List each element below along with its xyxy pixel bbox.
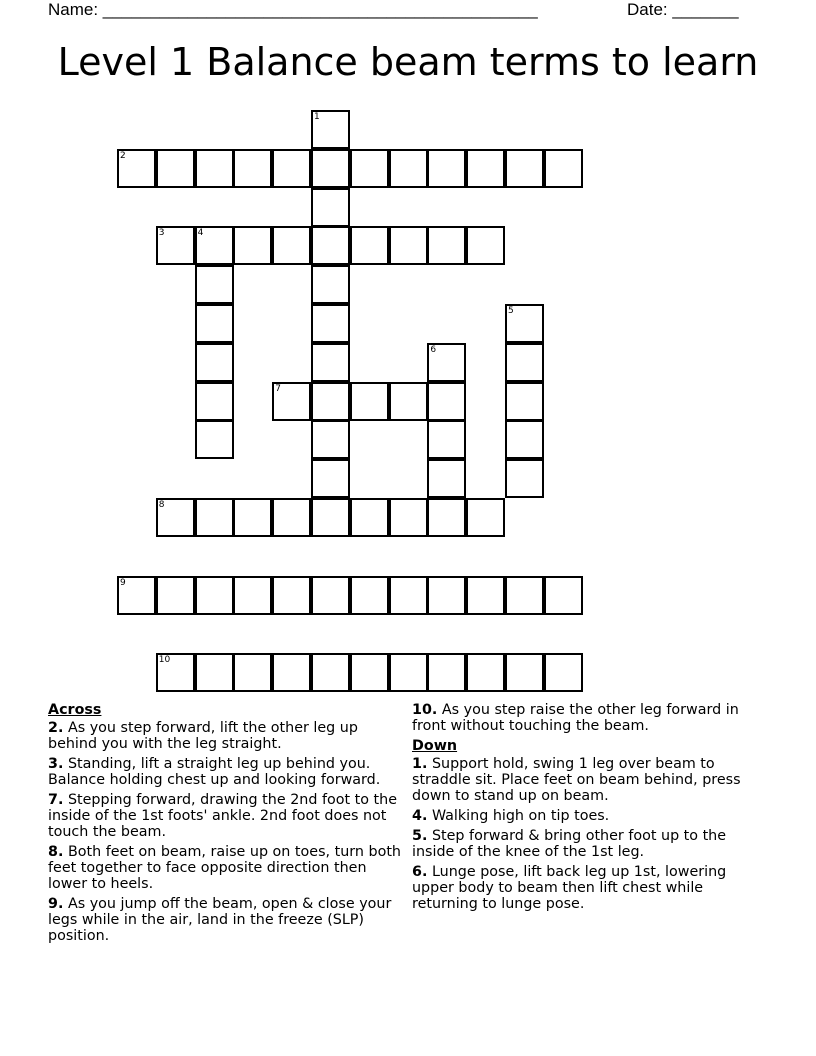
crossword-cell[interactable]	[195, 498, 234, 537]
crossword-cell[interactable]	[233, 226, 272, 265]
cell-number: 4	[197, 228, 204, 239]
clue-text: Step forward & bring other foot up to the inside of the knee of the 1st leg.	[412, 828, 727, 860]
cell-number: 10	[158, 655, 171, 666]
crossword-cell[interactable]	[195, 149, 234, 188]
clue-number: 2.	[48, 720, 64, 736]
clue-number: 6.	[412, 864, 428, 880]
crossword-cell[interactable]	[195, 382, 234, 421]
crossword-cell[interactable]	[544, 576, 583, 615]
crossword-cell[interactable]	[389, 498, 428, 537]
crossword-cell[interactable]	[233, 149, 272, 188]
clue-number: 1.	[412, 756, 428, 772]
crossword-cell[interactable]	[311, 149, 350, 188]
crossword-cell[interactable]	[195, 343, 234, 382]
clue-number: 5.	[412, 828, 428, 844]
crossword-cell[interactable]	[505, 576, 544, 615]
crossword-cell[interactable]	[427, 420, 466, 459]
crossword-cell[interactable]	[272, 382, 311, 421]
crossword-cell[interactable]	[350, 653, 389, 692]
across-clue	[48, 896, 408, 944]
cell-number: 2	[120, 150, 126, 161]
crossword-cell[interactable]	[389, 576, 428, 615]
cell-number: 3	[158, 228, 165, 239]
cell-number: 6	[430, 344, 437, 355]
clue-number: 8.	[48, 844, 64, 860]
crossword-cell[interactable]	[350, 498, 389, 537]
crossword-cell[interactable]	[427, 459, 466, 498]
crossword-cell[interactable]	[311, 343, 350, 382]
cell-number: 5	[508, 306, 514, 316]
across-clue	[48, 756, 408, 788]
crossword-cell[interactable]	[272, 576, 311, 615]
crossword-cell[interactable]	[466, 498, 505, 537]
across-clue	[48, 844, 408, 892]
crossword-cell[interactable]	[311, 498, 350, 537]
crossword-cell[interactable]	[117, 149, 156, 188]
crossword-cell[interactable]	[311, 110, 350, 149]
crossword-cell[interactable]	[311, 188, 350, 227]
crossword-cell[interactable]	[156, 498, 195, 537]
clue-text: As you step raise the other leg forward in front without touching the beam.	[412, 702, 739, 734]
crossword-cell[interactable]	[195, 304, 234, 343]
crossword-cell[interactable]	[466, 226, 505, 265]
clue-text: Walking high on tip toes.	[431, 808, 610, 824]
page-title: Level 1 Balance beam terms to learn	[57, 40, 759, 84]
crossword-cell[interactable]	[427, 343, 466, 382]
crossword-cell[interactable]	[195, 576, 234, 615]
crossword-cell[interactable]	[466, 149, 505, 188]
down-clue	[412, 828, 772, 860]
crossword-cell[interactable]	[389, 653, 428, 692]
clue-text: Both feet on beam, raise up on toes, turn both feet together to face opposite direction then lower to heels.	[48, 844, 401, 892]
cell-number: 7	[275, 383, 281, 394]
crossword-cell[interactable]	[195, 226, 234, 265]
down-heading: Down	[412, 738, 458, 754]
crossword-cell[interactable]	[311, 226, 350, 265]
crossword-cell[interactable]	[427, 149, 466, 188]
crossword-cell[interactable]	[311, 653, 350, 692]
crossword-cell[interactable]	[117, 576, 156, 615]
cell-number: 8	[158, 500, 165, 510]
clue-text: As you step forward, lift the other leg up behind you with the leg straight.	[48, 720, 358, 752]
crossword-cell[interactable]	[311, 420, 350, 459]
clue-number: 10.	[412, 702, 438, 718]
crossword-cell[interactable]	[505, 459, 544, 498]
crossword-cell[interactable]	[505, 420, 544, 459]
crossword-cell[interactable]	[427, 498, 466, 537]
down-clue	[412, 864, 772, 912]
crossword-cell[interactable]	[427, 653, 466, 692]
crossword-cell[interactable]	[427, 382, 466, 421]
crossword-cell[interactable]	[350, 382, 389, 421]
across-clue	[412, 702, 772, 734]
crossword-cell[interactable]	[544, 653, 583, 692]
crossword-cell[interactable]	[311, 576, 350, 615]
cell-number: 9	[120, 577, 126, 588]
crossword-cell[interactable]	[272, 498, 311, 537]
crossword-cell[interactable]	[505, 149, 544, 188]
clue-text: Lunge pose, lift back leg up 1st, lowering upper body to beam then lift chest while returning to lunge pose.	[412, 864, 727, 912]
cell-number: 1	[314, 112, 320, 122]
clue-text: Standing, lift a straight leg up behind you. Balance holding chest up and looking forward.	[48, 756, 381, 788]
clues-column-right	[412, 702, 772, 916]
crossword-cell[interactable]	[466, 576, 505, 615]
crossword-cell[interactable]	[195, 420, 234, 459]
crossword-cell[interactable]	[156, 149, 195, 188]
clue-text: As you jump off the beam, open & close your legs while in the air, land in the freeze (SLP) position.	[48, 896, 392, 944]
date-field: Date: _______	[627, 0, 739, 19]
crossword-cell[interactable]	[389, 149, 428, 188]
crossword-cell[interactable]	[350, 226, 389, 265]
crossword-cell[interactable]	[389, 226, 428, 265]
crossword-cell[interactable]	[233, 653, 272, 692]
crossword-cell[interactable]	[427, 226, 466, 265]
crossword-cell[interactable]	[505, 653, 544, 692]
crossword-cell[interactable]	[233, 498, 272, 537]
down-clue	[412, 756, 772, 804]
crossword-cell[interactable]	[156, 576, 195, 615]
clue-text: Stepping forward, drawing the 2nd foot to the inside of the 1st foots' ankle. 2nd foot does not touch the beam.	[48, 792, 398, 840]
across-heading: Across	[48, 702, 102, 718]
clue-text: Support hold, swing 1 leg over beam to straddle sit. Place feet on beam behind, press down to stand up on beam.	[412, 756, 741, 804]
clues-column-left	[48, 702, 408, 948]
crossword-cell[interactable]	[505, 382, 544, 421]
crossword-cell[interactable]	[505, 304, 544, 343]
name-field: Name: ______________________________________________	[48, 0, 538, 19]
crossword-cell[interactable]	[272, 149, 311, 188]
clue-number: 4.	[412, 808, 428, 824]
crossword-cell[interactable]	[233, 576, 272, 615]
clue-number: 7.	[48, 792, 64, 808]
crossword-cell[interactable]	[350, 149, 389, 188]
clue-number: 9.	[48, 896, 64, 912]
down-clue	[412, 808, 772, 824]
crossword-cell[interactable]	[505, 343, 544, 382]
crossword-cell[interactable]	[427, 576, 466, 615]
crossword-cell[interactable]	[311, 459, 350, 498]
across-clue	[48, 792, 408, 840]
across-clue	[48, 720, 408, 752]
crossword-cell[interactable]	[156, 653, 195, 692]
crossword-cell[interactable]	[350, 576, 389, 615]
crossword-cell[interactable]	[195, 653, 234, 692]
crossword-cell[interactable]	[311, 265, 350, 304]
crossword-cell[interactable]	[544, 149, 583, 188]
crossword-cell[interactable]	[272, 226, 311, 265]
crossword-cell[interactable]	[156, 226, 195, 265]
clue-number: 3.	[48, 756, 64, 772]
crossword-cell[interactable]	[311, 382, 350, 421]
crossword-cell[interactable]	[195, 265, 234, 304]
crossword-cell[interactable]	[466, 653, 505, 692]
crossword-cell[interactable]	[272, 653, 311, 692]
crossword-cell[interactable]	[389, 382, 428, 421]
crossword-cell[interactable]	[311, 304, 350, 343]
